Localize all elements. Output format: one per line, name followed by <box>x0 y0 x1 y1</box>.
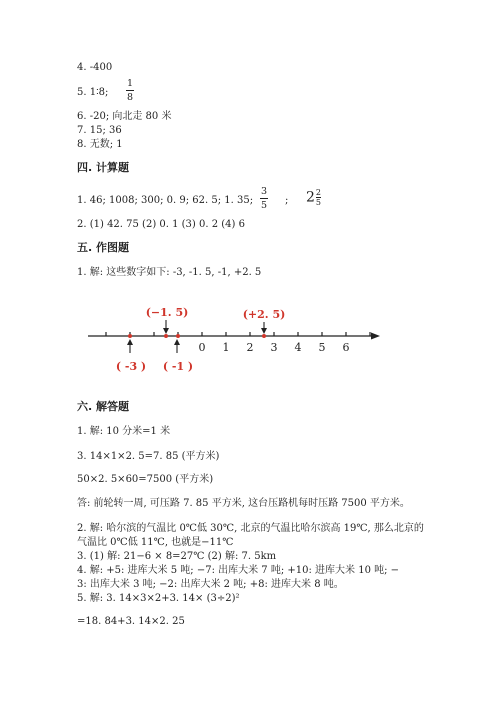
fraction-numerator: 1 <box>126 78 134 89</box>
label-neg-1-5: (−1. 5) <box>145 306 189 319</box>
solve-line-6: 气温比 0℃低 11℃, 也就是−11℃ <box>77 537 234 548</box>
solve-line-4: 答: 前轮转一周, 可压路 7. 85 平方米, 这台压路机每时压路 7500 平方米。 <box>77 498 410 509</box>
answer-8: 8. 无数; 1 <box>77 139 123 150</box>
number-line-tick-labels <box>199 341 350 354</box>
solve-line-7: 3. (1) 解: 21−6 × 8=27℃ (2) 解: 7. 5km <box>77 551 277 562</box>
tick-label: 4 <box>294 341 302 354</box>
label-neg-1: ( -1 ) <box>162 360 194 373</box>
calc-answer-1-prefix: 1. 46; 1008; 300; 0. 9; 62. 5; 1. 35; <box>77 195 254 206</box>
tick-label: 2 <box>246 341 254 354</box>
point-pos-2-5 <box>262 334 266 338</box>
fraction-denominator: 5 <box>260 200 268 211</box>
section-heading-solve: 六. 解答题 <box>77 400 130 413</box>
arrowhead-neg-3 <box>127 339 133 345</box>
answer-6: 6. -20; 向北走 80 米 <box>77 111 172 122</box>
point-neg-3 <box>128 334 132 338</box>
mixed-whole: 2 <box>306 189 315 206</box>
fraction-bar <box>260 198 268 199</box>
calc-answer-2: 2. (1) 42. 75 (2) 0. 1 (3) 0. 2 (4) 6 <box>77 219 245 230</box>
solve-line-11: =18. 84+3. 14×2. 25 <box>77 616 185 627</box>
number-line-ticks <box>106 332 370 336</box>
arrowhead-pos-2-5 <box>261 328 267 334</box>
tick-label: 0 <box>198 341 206 354</box>
tick-label: 5 <box>318 341 326 354</box>
section-heading-calc: 四. 计算题 <box>77 161 130 174</box>
solve-line-2: 3. 14×1×2. 5=7. 85 (平方米) <box>77 451 220 462</box>
fraction-denominator: 5 <box>315 198 322 207</box>
fraction-denominator: 8 <box>126 92 134 103</box>
number-line-arrowhead <box>371 333 380 340</box>
answer-5-fraction <box>126 78 134 103</box>
solve-line-10: 5. 解: 3. 14×3×2+3. 14× (3÷2)² <box>77 593 240 604</box>
answer-7: 7. 15; 36 <box>77 125 122 136</box>
solve-line-8: 4. 解: +5: 进库大米 5 吨; −7: 出库大米 7 吨; +10: 进库大米 10 吨; − <box>77 565 400 576</box>
point-neg-1 <box>176 334 180 338</box>
fraction-numerator: 3 <box>260 186 268 197</box>
solve-line-9: 3: 出库大米 3 吨; −2: 出库大米 2 吨; +8: 进库大米 8 吨。 <box>77 579 344 590</box>
fraction-bar <box>126 90 134 91</box>
answer-5-prefix: 5. 1∶8; <box>77 87 109 98</box>
arrowhead-neg-1 <box>174 339 180 345</box>
section-heading-draw: 五. 作图题 <box>77 241 130 254</box>
fraction-numerator: 2 <box>315 188 322 197</box>
tick-label: 3 <box>270 341 278 354</box>
tick-label: 1 <box>222 341 230 354</box>
draw-answer-1: 1. 解: 这些数字如下: -3, -1. 5, -1, +2. 5 <box>77 267 262 278</box>
label-pos-2-5: (+2. 5) <box>242 308 286 321</box>
mixed-fraction <box>316 188 321 207</box>
label-neg-3: ( -3 ) <box>115 360 147 373</box>
point-neg-1-5 <box>164 334 168 338</box>
calc-answer-1-separator: ; <box>285 195 289 206</box>
calc-answer-1-fraction <box>260 186 268 211</box>
tick-label: 6 <box>342 341 350 354</box>
solve-line-1: 1. 解: 10 分米=1 米 <box>77 426 171 437</box>
arrowhead-neg-1-5 <box>163 328 169 334</box>
answer-4: 4. -400 <box>77 62 113 73</box>
solve-line-3: 50×2. 5×60=7500 (平方米) <box>77 474 214 485</box>
solve-line-5: 2. 解: 哈尔滨的气温比 0℃低 30℃, 北京的气温比哈尔滨高 19℃, 那么北京的 <box>77 523 424 534</box>
calc-answer-1-mixed-number <box>306 188 321 207</box>
